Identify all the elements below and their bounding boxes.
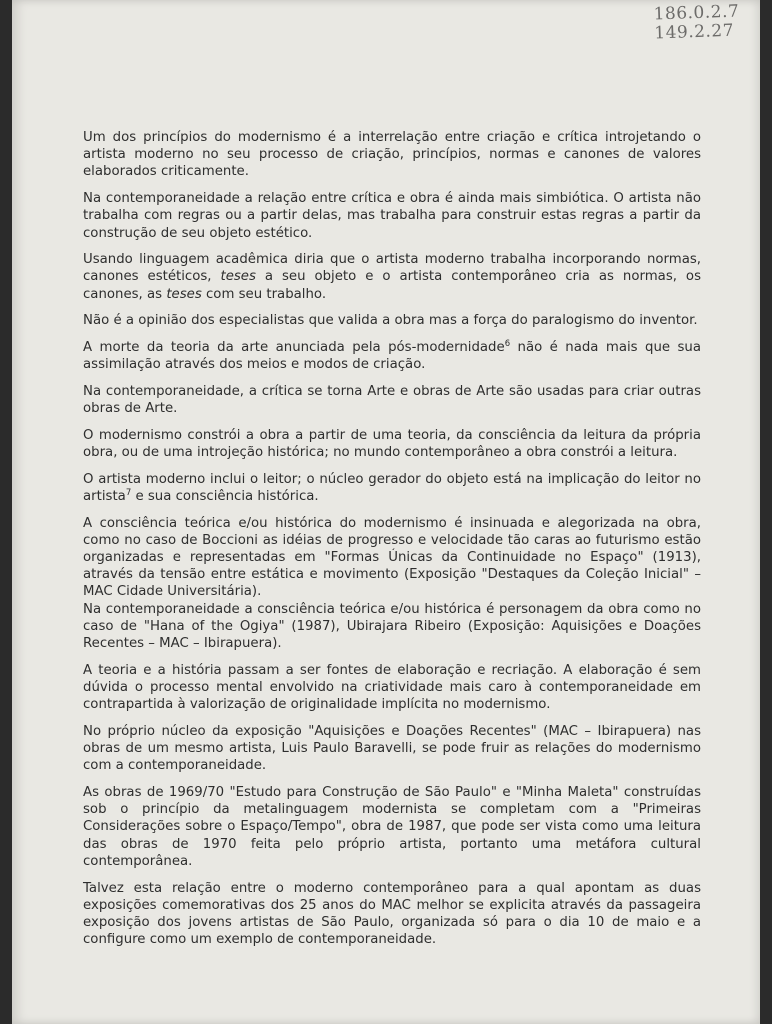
paragraph-14: Talvez esta relação entre o moderno contemporâneo para a qual apontam as duas exposições comemorativas dos 25 anos do MAC melhor se explicita através da passageira exposição dos jovens artistas de São Paulo, organizada só para o dia 10 de maio e a configure como um exemplo de contemporaneidade. <box>83 880 701 948</box>
document-page <box>12 0 760 1024</box>
paragraph-3 <box>83 251 701 303</box>
footnote-ref-6: 6 <box>504 339 511 350</box>
paragraph-5-part-1: A morte da teoria da arte anunciada pela pós-modernidade <box>83 340 505 356</box>
paragraph-8-part-1: O artista moderno inclui o leitor; o núcleo gerador do objeto está na implicação do leitor no artista <box>83 471 701 504</box>
paragraph-8-part-2: e sua consciência histórica. <box>131 488 319 504</box>
paragraph-11: A teoria e a história passam a ser fontes de elaboração e recriação. A elaboração é sem dúvida o processo mental envolvido na criatividade mais caro à contemporaneidade em contrapartida à valorização de originalidade implícita no modernismo. <box>83 662 701 713</box>
paragraph-5-part-2: não é nada mais que sua assimilação através dos meios e modos de criação. <box>83 340 701 373</box>
paragraph-8 <box>83 471 701 505</box>
paragraph-3-part-1: Usando linguagem acadêmica diria que o artista moderno trabalha incorporando normas, canones estéticos, <box>83 252 701 285</box>
paragraph-3-part-2: a seu objeto e o artista contemporâneo cria as normas, os canones, as <box>83 269 701 302</box>
paragraph-1: Um dos princípios do modernismo é a interrelação entre criação e crítica introjetando o artista moderno no seu processo de criação, princípios, normas e canones de valores elaborados criticamente. <box>83 130 701 180</box>
paragraph-3-part-3: com seu trabalho. <box>201 286 327 302</box>
paragraph-10: Na contemporaneidade a consciência teórica e/ou histórica é personagem da obra como no caso de "Hana of the Ogiya" (1987), Ubirajara Ribeiro (Exposição: Aquisições e Doações Recentes – MAC – Ibirapuera). <box>83 601 701 652</box>
paragraph-13: As obras de 1969/70 "Estudo para Construção de São Paulo" e "Minha Maleta" construídas sob o princípio da metalinguagem modernista se completam com a "Primeiras Considerações sobre o Espaço/Tempo", obra de 1987, que pode ser vista como uma leitura das obras de 1970 feita pelo próprio artista, portanto uma metáfora cultural contemporânea. <box>83 785 701 869</box>
paragraph-7: O modernismo constrói a obra a partir de uma teoria, da consciência da leitura da própria obra, ou de uma introjeção histórica; no mundo contemporâneo a obra constrói a leitura. <box>83 427 701 461</box>
archive-mark-line-1: 186.0.2.7 <box>653 1 740 25</box>
paragraph-5 <box>83 339 701 373</box>
paragraph-4: Não é a opinião dos especialistas que valida a obra mas a força do paralogismo do inventor. <box>83 313 698 329</box>
archive-call-number <box>654 3 741 44</box>
emphasis-teses-1: teses <box>220 269 256 285</box>
paragraph-6: Na contemporaneidade, a crítica se torna Arte e obras de Arte são usadas para criar outras obras de Arte. <box>83 383 701 417</box>
emphasis-teses-2: teses <box>166 286 202 302</box>
archive-mark-line-2: 149.2.27 <box>654 20 735 44</box>
paragraph-2: Na contemporaneidade a relação entre crítica e obra é ainda mais simbiótica. O artista não trabalha com regras ou a partir delas, mas trabalha para construir estas regras a partir da construção de seu objeto estético. <box>83 191 701 241</box>
paragraph-9: A consciência teórica e/ou histórica do modernismo é insinuada e alegorizada na obra, como no caso de Boccioni as idéias de progresso e velocidade tão caras ao futurismo estão organizadas e representadas em "Formas Únicas da Continuidade no Espaço" (1913), através da tensão entre estática e movimento (Exposição "Destaques da Coleção Inicial" – MAC Cidade Universitária). <box>83 515 701 600</box>
footnote-ref-7: 7 <box>125 487 132 498</box>
body-text <box>83 129 701 958</box>
paragraph-12: No próprio núcleo da exposição "Aquisições e Doações Recentes" (MAC – Ibirapuera) nas obras de um mesmo artista, Luis Paulo Baravelli, se pode fruir as relações do modernismo com a contemporaneidade. <box>83 723 701 774</box>
